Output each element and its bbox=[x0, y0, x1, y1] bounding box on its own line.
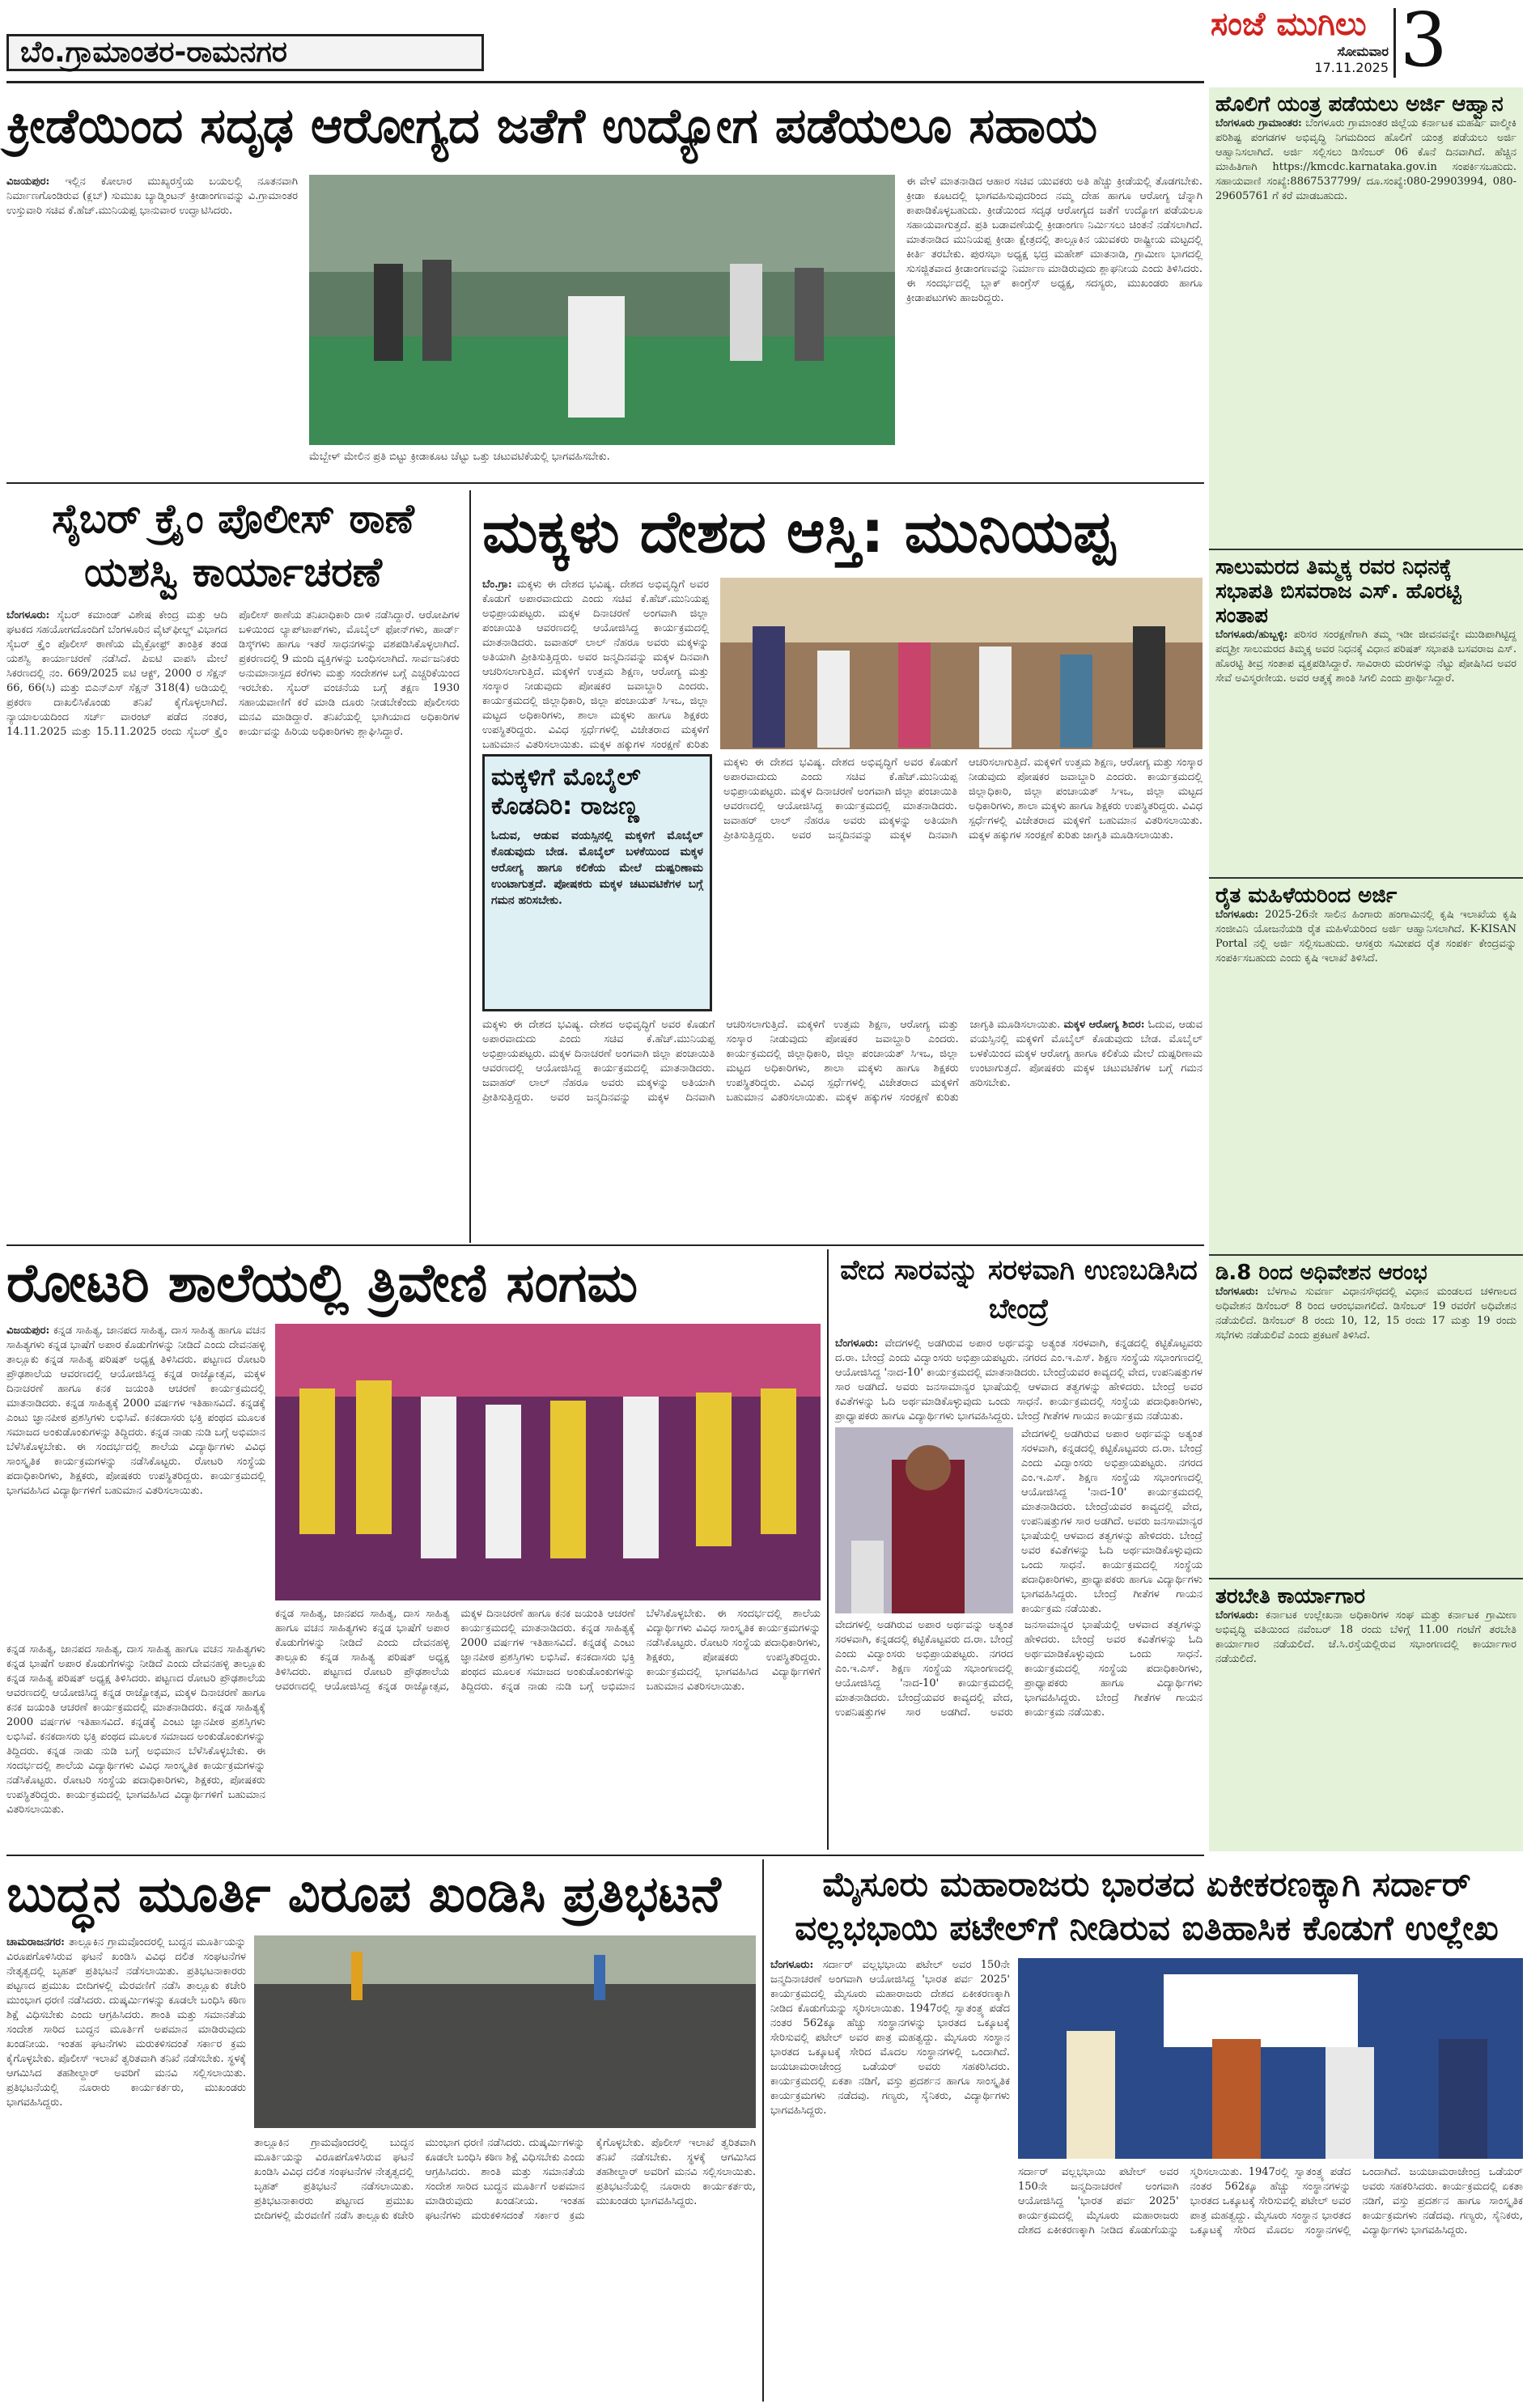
story4-headline: ರೋಟರಿ ಶಾಲೆಯಲ್ಲಿ ತ್ರಿವೇಣಿ ಸಂಗಮ bbox=[6, 1252, 638, 1314]
story5-body-bottom bbox=[835, 1618, 1203, 1850]
badminton-court-image bbox=[309, 175, 895, 445]
story4-photo bbox=[275, 1324, 821, 1600]
story1-caption: ಮೆಬ್ಬೇಳ್ ಮೇಲಿನ ಪ್ರತಿ ಬಿಟ್ಟು ಕ್ರೀಡಾಕೂಟ ಚೆಟ್ಟು ಒತ್ತು ಚಟುವಟಿಕೆಯಲ್ಲಿ ಭಾಗವಹಿಸಬೇಕು. bbox=[309, 451, 610, 463]
story5-text-cont: ವೇದಗಳಲ್ಲಿ ಅಡಗಿರುವ ಅಪಾರ ಅರ್ಥವನ್ನು ಅತ್ಯಂತ ಸರಳವಾಗಿ, ಕನ್ನಡದಲ್ಲಿ ಕಟ್ಟಿಕೊಟ್ಟವರು ದ.ರಾ. ಬೇಂದ್ರೆ ಎಂದು ವಿದ್ವಾಂಸರು ಅಭಿಪ್ರಾಯಪಟ್ಟರು. ನಗರದ ಎಂ.ಇ.ಎಸ್. ಶಿಕ್ಷಣ ಸಂಸ್ಥೆಯ ಸಭಾಂಗಣದಲ್ಲಿ ಆಯೋಜಿಸಿದ್ದ 'ನಾದ-10' ಕಾರ್ಯಕ್ರಮದಲ್ಲಿ ಮಾತನಾಡಿದರು. ಬೇಂದ್ರೆಯವರ ಕಾವ್ಯದಲ್ಲಿ ವೇದ, ಉಪನಿಷತ್ತುಗಳ ಸಾರ ಅಡಗಿದೆ. ಅವರು ಜನಸಾಮಾನ್ಯರ ಭಾಷೆಯಲ್ಲಿ ಆಳವಾದ ತತ್ವಗಳನ್ನು ಹೇಳಿದರು. ಬೇಂದ್ರೆ ಅವರ ಕವಿತೆಗಳನ್ನು ಓದಿ ಅರ್ಥಮಾಡಿಕೊಳ್ಳುವುದು ಒಂದು ಸಾಧನೆ. ಕಾರ್ಯಕ್ರಮದಲ್ಲಿ ಸಂಸ್ಥೆಯ ಪದಾಧಿಕಾರಿಗಳು, ಪ್ರಾಧ್ಯಾಪಕರು ಹಾಗೂ ವಿದ್ಯಾರ್ಥಿಗಳು ಭಾಗವಹಿಸಿದ್ದರು. ಬೇಂದ್ರೆ ಗೀತೆಗಳ ಗಾಯನ ಕಾರ್ಯಕ್ರಮ ನಡೆಯಿತು. bbox=[1021, 1428, 1203, 1615]
story4-dateline: ವಿಜಯಪುರ: bbox=[6, 1325, 50, 1337]
sidebar-item-2-dateline: ಬೆಂಗಳೂರು/ಹುಬ್ಬಳ್ಳಿ: bbox=[1215, 629, 1288, 641]
sidebar-item-5-text: ಕರ್ನಾಟಕ ಉಲ್ಲೇಖನಾ ಅಧಿಕಾರಿಗಳ ಸಂಘ ಮತ್ತು ಕರ್ನಾಟಕ ಗ್ರಾಮೀಣ ಅಭಿವೃದ್ಧಿ ವತಿಯಿಂದ ನವೆಂಬರ್ 18 ರಂದು ಬೆಳಿಗ್ಗೆ 11.00 ಗಂಟೆಗೆ ತರಬೇತಿ ಕಾರ್ಯಾಗಾರ ನಡೆಯಲಿದೆ. ಜೆ.ಸಿ.ರಸ್ತೆಯಲ್ಲಿರುವ ಸಭಾಂಗಣದಲ್ಲಿ ಕಾರ್ಯಾಗಾರ ನಡೆಯಲಿದೆ. bbox=[1215, 1609, 1516, 1665]
story3-text-cont3: ಓದುವ, ಆಡುವ ವಯಸ್ಸಿನಲ್ಲಿ ಮಕ್ಕಳಿಗೆ ಮೊಬೈಲ್ ಕೊಡುವುದು ಬೇಡ. ಮೊಬೈಲ್ ಬಳಕೆಯಿಂದ ಮಕ್ಕಳ ಆರೋಗ್ಯ ಹಾಗೂ ಕಲಿಕೆಯ ಮೇಲೆ ದುಷ್ಪರಿಣಾಮ ಉಂಟಾಗುತ್ತದೆ. ಪೋಷಕರು ಮಕ್ಕಳ ಚಟುವಟಿಕೆಗಳ ಬಗ್ಗೆ ಗಮನ ಹರಿಸಬೇಕು. bbox=[969, 1019, 1203, 1089]
sidebar-item-3 bbox=[1209, 879, 1523, 1256]
story1-dateline: ವಿಜಯಪುರ: bbox=[6, 176, 50, 188]
section-label: ಬೆಂ.ಗ್ರಾಮಾಂತರ-ರಾಮನಗರ bbox=[20, 36, 287, 69]
story5-photo bbox=[835, 1427, 1013, 1613]
sidebar-item-2-headline: ಸಾಲುಮರದ ತಿಮ್ಮಕ್ಕ ರವರ ನಿಧನಕ್ಕೆ ಸಭಾಪತಿ ಬಿಸವರಾಜ ಎಸ್. ಹೊರಟ್ಟಿ ಸಂತಾಪ bbox=[1215, 555, 1461, 628]
sidebar-item-5-headline: ತರಬೇತಿ ಕಾರ್ಯಾಗಾರ bbox=[1215, 1584, 1366, 1609]
bharat-parv-event-image bbox=[1018, 1958, 1523, 2159]
newspaper-logo: ಸಂಜೆ ಮುಗಿಲು bbox=[1211, 6, 1367, 43]
story5-bottom-rule bbox=[6, 1855, 1204, 1856]
story3-bottom-rule bbox=[6, 1244, 1204, 1246]
story6-dateline: ಚಾಮರಾಜನಗರ: bbox=[6, 1936, 65, 1948]
story6-body bbox=[254, 2136, 756, 2402]
story3-dateline: ಬೆಂ.ಗ್ರಾ: bbox=[482, 579, 512, 591]
story6-photo bbox=[254, 1935, 756, 2128]
sidebar-item-4-text: ಬೆಳಗಾವಿ ಸುವರ್ಣ ವಿಧಾನಸೌಧದಲ್ಲಿ ವಿಧಾನ ಮಂಡಲದ ಚಳಿಗಾಲದ ಅಧಿವೇಶನ ಡಿಸೆಂಬರ್ 8 ರಿಂದ ಆರಂಭವಾಗಲಿದೆ. ಡಿಸೆಂಬರ್ 19 ರವರೆಗೆ ಅಧಿವೇಶನ ನಡೆಯಲಿದೆ. ಡಿಸೆಂಬರ್ 8 ರಂದು 10, 12, 15 ರಂದು 17 ಮತ್ತು 19 ರಂದು ಸಭೆಗಳು ನಡೆಯಲಿವೆ ಎಂದು ಪ್ರಕಟಣೆ ತಿಳಿಸಿದೆ. bbox=[1215, 1286, 1516, 1342]
story3-photo bbox=[720, 578, 1203, 749]
story4-divider bbox=[827, 1249, 829, 1850]
story7-headline: ಮೈಸೂರು ಮಹಾರಾಜರು ಭಾರತದ ಏಕೀಕರಣಕ್ಕಾಗಿ ಸರ್ದಾರ್ ವಲ್ಲಭಭಾಯಿ ಪಟೇಲ್‌ಗೆ ನೀಡಿರುವ ಐತಿಹಾಸಿಕ ಕೊಡುಗೆ ಉಲ್ಲೇಖ bbox=[795, 1864, 1499, 1948]
story4-body bbox=[275, 1607, 821, 1850]
story3-sidebox bbox=[482, 754, 712, 1011]
story5-text: ವೇದಗಳಲ್ಲಿ ಅಡಗಿರುವ ಅಪಾರ ಅರ್ಥವನ್ನು ಅತ್ಯಂತ ಸರಳವಾಗಿ, ಕನ್ನಡದಲ್ಲಿ ಕಟ್ಟಿಕೊಟ್ಟವರು ದ.ರಾ. ಬೇಂದ್ರೆ ಎಂದು ವಿದ್ವಾಂಸರು ಅಭಿಪ್ರಾಯಪಟ್ಟರು. ನಗರದ ಎಂ.ಇ.ಎಸ್. ಶಿಕ್ಷಣ ಸಂಸ್ಥೆಯ ಸಭಾಂಗಣದಲ್ಲಿ ಆಯೋಜಿಸಿದ್ದ 'ನಾದ-10' ಕಾರ್ಯಕ್ರಮದಲ್ಲಿ ಮಾತನಾಡಿದರು. ಬೇಂದ್ರೆಯವರ ಕಾವ್ಯದಲ್ಲಿ ವೇದ, ಉಪನಿಷತ್ತುಗಳ ಸಾರ ಅಡಗಿದೆ. ಅವರು ಜನಸಾಮಾನ್ಯರ ಭಾಷೆಯಲ್ಲಿ ಆಳವಾದ ತತ್ವಗಳನ್ನು ಹೇಳಿದರು. ಬೇಂದ್ರೆ ಅವರ ಕವಿತೆಗಳನ್ನು ಓದಿ ಅರ್ಥಮಾಡಿಕೊಳ್ಳುವುದು ಒಂದು ಸಾಧನೆ. ಕಾರ್ಯಕ್ರಮದಲ್ಲಿ ಸಂಸ್ಥೆಯ ಪದಾಧಿಕಾರಿಗಳು, ಪ್ರಾಧ್ಯಾಪಕರು ಹಾಗೂ ವಿದ್ಯಾರ್ಥಿಗಳು ಭಾಗವಹಿಸಿದ್ದರು. ಬೇಂದ್ರೆ ಗೀತೆಗಳ ಗಾಯನ ಕಾರ್ಯಕ್ರಮ ನಡೆಯಿತು. bbox=[835, 1338, 1203, 1422]
story1-col1 bbox=[6, 175, 298, 476]
story4-text-cont2: ಕನ್ನಡ ಸಾಹಿತ್ಯ, ಜಾನಪದ ಸಾಹಿತ್ಯ, ದಾಸ ಸಾಹಿತ್ಯ ಹಾಗೂ ವಚನ ಸಾಹಿತ್ಯಗಳು ಕನ್ನಡ ಭಾಷೆಗೆ ಅಪಾರ ಕೊಡುಗೆಗಳನ್ನು ನೀಡಿದೆ ಎಂದು ದೇವನಹಳ್ಳಿ ತಾಲ್ಲೂಕು ಕನ್ನಡ ಸಾಹಿತ್ಯ ಪರಿಷತ್ ಅಧ್ಯಕ್ಷ ತಿಳಿಸಿದರು. ಪಟ್ಟಣದ ರೋಟರಿ ಪ್ರೌಢಶಾಲೆಯ ಆವರಣದಲ್ಲಿ ಆಯೋಜಿಸಿದ್ದ ಕನ್ನಡ ರಾಜ್ಯೋತ್ಸವ, ಮಕ್ಕಳ ದಿನಾಚರಣೆ ಹಾಗೂ ಕನಕ ಜಯಂತಿ ಆಚರಣೆ ಕಾರ್ಯಕ್ರಮದಲ್ಲಿ ಮಾತನಾಡಿದರು. ಕನ್ನಡ ಸಾಹಿತ್ಯಕ್ಕೆ 2000 ವರ್ಷಗಳ ಇತಿಹಾಸವಿದೆ. ಕನ್ನಡಕ್ಕೆ ಎಂಟು ಜ್ಞಾನಪೀಠ ಪ್ರಶಸ್ತಿಗಳು ಲಭಿಸಿವೆ. ಕನಕದಾಸರು ಭಕ್ತಿ ಪಂಥದ ಮೂಲಕ ಸಮಾಜದ ಅಂಕುಡೊಂಕುಗಳನ್ನು ತಿದ್ದಿದರು. ಕನ್ನಡ ನಾಡು ನುಡಿ ಬಗ್ಗೆ ಅಭಿಮಾನ ಬೆಳೆಸಿಕೊಳ್ಳಬೇಕು. ಈ ಸಂದರ್ಭದಲ್ಲಿ ಶಾಲೆಯ ವಿದ್ಯಾರ್ಥಿಗಳು ವಿವಿಧ ಸಾಂಸ್ಕೃತಿಕ ಕಾರ್ಯಕ್ರಮಗಳನ್ನು ನಡೆಸಿಕೊಟ್ಟರು. ರೋಟರಿ ಸಂಸ್ಥೆಯ ಪದಾಧಿಕಾರಿಗಳು, ಶಿಕ್ಷಕರು, ಪೋಷಕರು ಉಪಸ್ಥಿತರಿದ್ದರು. ಕಾರ್ಯಕ್ರಮದಲ್ಲಿ ಭಾಗವಹಿಸಿದ ವಿದ್ಯಾರ್ಥಿಗಳಿಗೆ ಬಹುಮಾನ ವಿತರಿಸಲಾಯಿತು. bbox=[6, 1643, 265, 1816]
issue-day: ಸೋಮವಾರ bbox=[1337, 44, 1389, 59]
sidebar-item-3-headline: ರೈತ ಮಹಿಳೆಯರಿಂದ ಅರ್ಜಿ bbox=[1215, 884, 1398, 908]
sidebar-item-5-dateline: ಬೆಂಗಳೂರು: bbox=[1215, 1609, 1259, 1622]
story2-text: ಸೈಬರ್ ಕಮಾಂಡ್ ವಿಶೇಷ ಕೇಂದ್ರ ಮತ್ತು ಆದಿ ಘಟಕದ ಸಹಯೋಗದೊಂದಿಗೆ ಬೆಂಗಳೂರಿನ ವೈಟ್‌ಫೀಲ್ಡ್ ವಿಭಾಗದ ಸೈಬರ್ ಕ್ರೈಂ ಪೊಲೀಸ್ ಠಾಣೆಯ ಮೈಕ್ರೋಫ್ರ್ ತಾಂತ್ರಿಕ ತಂಡ ಯಶಸ್ವಿ ಕಾರ್ಯಾಚರಣೆ ನಡೆಸಿದೆ. ಪಿಐಟಿ ವಾಪಸಿ ಮೇಲೆ ಸಿಕರಣದಲ್ಲಿ ನಂ. 669/2025 ಐಟಿ ಆಕ್ಟ್, 2000 ರ ಸೆಕ್ಷನ್ 66, 66(ಸಿ) ಮತ್ತು ಬಿಎನ್‌ಎಸ್ ಸೆಕ್ಷನ್ 318(4) ಅಡಿಯಲ್ಲಿ ಪ್ರಕರಣ ದಾಖಲಿಸಿಕೊಂಡು ತನಿಖೆ ಕೈಗೊಳ್ಳಲಾಗಿದೆ. ನ್ಯಾಯಾಲಯದಿಂದ ಸರ್ಚ್ ವಾರಂಟ್ ಪಡೆದ ನಂತರ, 14.11.2025 ಮತ್ತು 15.11.2025 ರಂದು ಸೈಬರ್ ಕ್ರೈಂ ಪೊಲೀಸ್ ಠಾಣೆಯ ತನಿಖಾಧಿಕಾರಿ ದಾಳಿ ನಡೆಸಿದ್ದಾರೆ. ಆರೋಪಿಗಳ ಬಳಿಯಿಂದ ಲ್ಯಾಪ್‌ಟಾಪ್‌ಗಳು, ಮೊಬೈಲ್ ಫೋನ್‌ಗಳು, ಹಾರ್ಡ್ ಡಿಸ್ಕ್‌ಗಳು ಹಾಗೂ ಇತರೆ ಸಾಧನಗಳನ್ನು ವಶಪಡಿಸಿಕೊಳ್ಳಲಾಗಿದೆ. ಪ್ರಕರಣದಲ್ಲಿ 9 ಮಂದಿ ವ್ಯಕ್ತಿಗಳನ್ನು ಬಂಧಿಸಲಾಗಿದೆ. ಸಾರ್ವಜನಿಕರು ಅನುಮಾನಾಸ್ಪದ ಕರೆಗಳು ಮತ್ತು ಸಂದೇಶಗಳ ಬಗ್ಗೆ ಎಚ್ಚರಿಕೆಯಿಂದ ಇರಬೇಕು. ಸೈಬರ್ ವಂಚನೆಯ ಬಗ್ಗೆ ತಕ್ಷಣ 1930 ಸಹಾಯವಾಣಿಗೆ ಕರೆ ಮಾಡಿ ದೂರು ನೀಡಬೇಕೆಂದು ಪೊಲೀಸರು ಮನವಿ ಮಾಡಿದ್ದಾರೆ. ತನಿಖೆಯಲ್ಲಿ ಭಾಗಿಯಾದ ಅಧಿಕಾರಿಗಳ ಕಾರ್ಯವನ್ನು ಹಿರಿಯ ಅಧಿಕಾರಿಗಳು ಶ್ಲಾಘಿಸಿದ್ದಾರೆ. bbox=[6, 609, 460, 738]
story3-text-cont2: ಮಕ್ಕಳು ಈ ದೇಶದ ಭವಿಷ್ಯ. ದೇಶದ ಅಭಿವೃದ್ಧಿಗೆ ಅವರ ಕೊಡುಗೆ ಅಪಾರವಾದುದು ಎಂದು ಸಚಿವ ಕೆ.ಹೆಚ್.ಮುನಿಯಪ್ಪ ಅಭಿಪ್ರಾಯಪಟ್ಟರು. ಮಕ್ಕಳ ದಿನಾಚರಣೆ ಅಂಗವಾಗಿ ಜಿಲ್ಲಾ ಪಂಚಾಯಿತಿ ಆವರಣದಲ್ಲಿ ಆಯೋಜಿಸಿದ್ದ ಕಾರ್ಯಕ್ರಮದಲ್ಲಿ ಮಾತನಾಡಿದರು. ಜವಾಹರ್ ಲಾಲ್ ನೆಹರೂ ಅವರು ಮಕ್ಕಳನ್ನು ಅತಿಯಾಗಿ ಪ್ರೀತಿಸುತ್ತಿದ್ದರು. ಅವರ ಜನ್ಮದಿನವನ್ನು ಮಕ್ಕಳ ದಿನವಾಗಿ ಆಚರಿಸಲಾಗುತ್ತಿದೆ. ಮಕ್ಕಳಿಗೆ ಉತ್ತಮ ಶಿಕ್ಷಣ, ಆರೋಗ್ಯ ಮತ್ತು ಸಂಸ್ಕಾರ ನೀಡುವುದು ಪೋಷಕರ ಜವಾಬ್ದಾರಿ ಎಂದರು. ಕಾರ್ಯಕ್ರಮದಲ್ಲಿ ಜಿಲ್ಲಾಧಿಕಾರಿ, ಜಿಲ್ಲಾ ಪಂಚಾಯತ್ ಸಿಇಒ, ಜಿಲ್ಲಾ ಮಟ್ಟದ ಅಧಿಕಾರಿಗಳು, ಶಾಲಾ ಮಕ್ಕಳು ಹಾಗೂ ಶಿಕ್ಷಕರು ಉಪಸ್ಥಿತರಿದ್ದರು. ವಿವಿಧ ಸ್ಪರ್ಧೆಗಳಲ್ಲಿ ವಿಜೇತರಾದ ಮಕ್ಕಳಿಗೆ ಬಹುಮಾನ ವಿತರಿಸಲಾಯಿತು. ಮಕ್ಕಳ ಹಕ್ಕುಗಳ ಸಂರಕ್ಷಣೆ ಕುರಿತು ಜಾಗೃತಿ ಮೂಡಿಸಲಾಯಿತು. bbox=[482, 1019, 1061, 1104]
issue-date: 17.11.2025 bbox=[1314, 60, 1389, 75]
sidebar-item-1 bbox=[1209, 87, 1523, 550]
sidebar-item-4-dateline: ಬೆಂಗಳೂರು: bbox=[1215, 1286, 1259, 1298]
story7-dateline: ಬೆಂಗಳೂರು: bbox=[770, 1959, 814, 1971]
story5-text-cont2: ವೇದಗಳಲ್ಲಿ ಅಡಗಿರುವ ಅಪಾರ ಅರ್ಥವನ್ನು ಅತ್ಯಂತ ಸರಳವಾಗಿ, ಕನ್ನಡದಲ್ಲಿ ಕಟ್ಟಿಕೊಟ್ಟವರು ದ.ರಾ. ಬೇಂದ್ರೆ ಎಂದು ವಿದ್ವಾಂಸರು ಅಭಿಪ್ರಾಯಪಟ್ಟರು. ನಗರದ ಎಂ.ಇ.ಎಸ್. ಶಿಕ್ಷಣ ಸಂಸ್ಥೆಯ ಸಭಾಂಗಣದಲ್ಲಿ ಆಯೋಜಿಸಿದ್ದ 'ನಾದ-10' ಕಾರ್ಯಕ್ರಮದಲ್ಲಿ ಮಾತನಾಡಿದರು. ಬೇಂದ್ರೆಯವರ ಕಾವ್ಯದಲ್ಲಿ ವೇದ, ಉಪನಿಷತ್ತುಗಳ ಸಾರ ಅಡಗಿದೆ. ಅವರು ಜನಸಾಮಾನ್ಯರ ಭಾಷೆಯಲ್ಲಿ ಆಳವಾದ ತತ್ವಗಳನ್ನು ಹೇಳಿದರು. ಬೇಂದ್ರೆ ಅವರ ಕವಿತೆಗಳನ್ನು ಓದಿ ಅರ್ಥಮಾಡಿಕೊಳ್ಳುವುದು ಒಂದು ಸಾಧನೆ. ಕಾರ್ಯಕ್ರಮದಲ್ಲಿ ಸಂಸ್ಥೆಯ ಪದಾಧಿಕಾರಿಗಳು, ಪ್ರಾಧ್ಯಾಪಕರು ಹಾಗೂ ವಿದ್ಯಾರ್ಥಿಗಳು ಭಾಗವಹಿಸಿದ್ದರು. ಬೇಂದ್ರೆ ಗೀತೆಗಳ ಗಾಯನ ಕಾರ್ಯಕ್ರಮ ನಡೆಯಿತು. bbox=[835, 1619, 1203, 1719]
story3-headline: ಮಕ್ಕಳು ದೇಶದ ಆಸ್ತಿ: ಮುನಿಯಪ್ಪ bbox=[482, 498, 1115, 566]
story2-headline: ಸೈಬರ್ ಕ್ರೈಂ ಪೊಲೀಸ್ ಠಾಣೆ ಯಶಸ್ವಿ ಕಾರ್ಯಾಚರಣೆ bbox=[52, 495, 414, 596]
story3-subhead: ಮಕ್ಕಳ ಆರೋಗ್ಯ ಶಿಬಿರ: bbox=[1063, 1019, 1145, 1031]
story5-top bbox=[835, 1337, 1203, 1421]
story7-text: ಸರ್ದಾರ್ ವಲ್ಲಭಭಾಯಿ ಪಟೇಲ್ ಅವರ 150ನೇ ಜನ್ಮದಿನಾಚರಣೆ ಅಂಗವಾಗಿ ಆಯೋಜಿಸಿದ್ದ 'ಭಾರತ ಪರ್ವ 2025' ಕಾರ್ಯಕ್ರಮದಲ್ಲಿ ಮೈಸೂರು ಮಹಾರಾಜರು ದೇಶದ ಏಕೀಕರಣಕ್ಕಾಗಿ ನೀಡಿದ ಕೊಡುಗೆಯನ್ನು ಸ್ಮರಿಸಲಾಯಿತು. 1947ರಲ್ಲಿ ಸ್ವಾತಂತ್ರ್ಯ ಪಡೆದ ನಂತರ 562ಕ್ಕೂ ಹೆಚ್ಚು ಸಂಸ್ಥಾನಗಳನ್ನು ಭಾರತದ ಒಕ್ಕೂಟಕ್ಕೆ ಸೇರಿಸುವಲ್ಲಿ ಪಟೇಲ್ ಅವರ ಪಾತ್ರ ಮಹತ್ವದ್ದು. ಮೈಸೂರು ಸಂಸ್ಥಾನ ಭಾರತದ ಒಕ್ಕೂಟಕ್ಕೆ ಸೇರಿದ ಮೊದಲ ಸಂಸ್ಥಾನಗಳಲ್ಲಿ ಒಂದಾಗಿದೆ. ಜಯಚಾಮರಾಜೇಂದ್ರ ಒಡೆಯರ್ ಅವರು ಸಹಕರಿಸಿದರು. ಕಾರ್ಯಕ್ರಮದಲ್ಲಿ ಏಕತಾ ನಡಿಗೆ, ವಸ್ತು ಪ್ರದರ್ಶನ ಹಾಗೂ ಸಾಂಸ್ಕೃತಿಕ ಕಾರ್ಯಕ್ರಮಗಳು ನಡೆದವು. ಗಣ್ಯರು, ಸೈನಿಕರು, ವಿದ್ಯಾರ್ಥಿಗಳು ಭಾಗವಹಿಸಿದ್ದರು. bbox=[770, 1959, 1010, 2117]
sidebar-item-2 bbox=[1209, 550, 1523, 879]
right-sidebar bbox=[1209, 87, 1523, 1851]
sidebar-item-2-text: ಪರಿಸರ ಸಂರಕ್ಷಣೆಗಾಗಿ ತಮ್ಮ ಇಡೀ ಜೀವನವನ್ನೇ ಮುಡಿಪಾಗಿಟ್ಟಿದ್ದ ಪದ್ಮಶ್ರೀ ಸಾಲುಮರದ ತಿಮ್ಮಕ್ಕ ಅವರ ನಿಧನಕ್ಕೆ ವಿಧಾನ ಪರಿಷತ್ ಸಭಾಪತಿ ಬಸವರಾಜ ಎಸ್. ಹೊರಟ್ಟಿ ತೀವ್ರ ಸಂತಾಪ ವ್ಯಕ್ತಪಡಿಸಿದ್ದಾರೆ. ಸಾವಿರಾರು ಮರಗಳನ್ನು ನೆಟ್ಟು ಪೋಷಿಸಿದ ಅವರ ಸೇವೆ ಅವಿಸ್ಮರಣೀಯ. ಅವರ ಆತ್ಮಕ್ಕೆ ಶಾಂತಿ ಸಿಗಲಿ ಎಂದು ಪ್ರಾರ್ಥಿಸಿದ್ದಾರೆ. bbox=[1215, 629, 1516, 685]
story3-box-text: ಓದುವ, ಆಡುವ ವಯಸ್ಸಿನಲ್ಲಿ ಮಕ್ಕಳಿಗೆ ಮೊಬೈಲ್ ಕೊಡುವುದು ಬೇಡ. ಮೊಬೈಲ್ ಬಳಕೆಯಿಂದ ಮಕ್ಕಳ ಆರೋಗ್ಯ ಹಾಗೂ ಕಲಿಕೆಯ ಮೇಲೆ ದುಷ್ಪರಿಣಾಮ ಉಂಟಾಗುತ್ತದೆ. ಪೋಷಕರು ಮಕ್ಕಳ ಚಟುವಟಿಕೆಗಳ ಬಗ್ಗೆ ಗಮನ ಹರಿಸಬೇಕು. bbox=[491, 829, 703, 907]
story2-body bbox=[6, 608, 460, 1238]
speaker-image bbox=[835, 1427, 1013, 1613]
story7-body bbox=[1018, 2165, 1523, 2402]
story3-text: ಮಕ್ಕಳು ಈ ದೇಶದ ಭವಿಷ್ಯ. ದೇಶದ ಅಭಿವೃದ್ಧಿಗೆ ಅವರ ಕೊಡುಗೆ ಅಪಾರವಾದುದು ಎಂದು ಸಚಿವ ಕೆ.ಹೆಚ್.ಮುನಿಯಪ್ಪ ಅಭಿಪ್ರಾಯಪಟ್ಟರು. ಮಕ್ಕಳ ದಿನಾಚರಣೆ ಅಂಗವಾಗಿ ಜಿಲ್ಲಾ ಪಂಚಾಯಿತಿ ಆವರಣದಲ್ಲಿ ಆಯೋಜಿಸಿದ್ದ ಕಾರ್ಯಕ್ರಮದಲ್ಲಿ ಮಾತನಾಡಿದರು. ಜವಾಹರ್ ಲಾಲ್ ನೆಹರೂ ಅವರು ಮಕ್ಕಳನ್ನು ಅತಿಯಾಗಿ ಪ್ರೀತಿಸುತ್ತಿದ್ದರು. ಅವರ ಜನ್ಮದಿನವನ್ನು ಮಕ್ಕಳ ದಿನವಾಗಿ ಆಚರಿಸಲಾಗುತ್ತಿದೆ. ಮಕ್ಕಳಿಗೆ ಉತ್ತಮ ಶಿಕ್ಷಣ, ಆರೋಗ್ಯ ಮತ್ತು ಸಂಸ್ಕಾರ ನೀಡುವುದು ಪೋಷಕರ ಜವಾಬ್ದಾರಿ ಎಂದರು. ಕಾರ್ಯಕ್ರಮದಲ್ಲಿ ಜಿಲ್ಲಾಧಿಕಾರಿ, ಜಿಲ್ಲಾ ಪಂಚಾಯತ್ ಸಿಇಒ, ಜಿಲ್ಲಾ ಮಟ್ಟದ ಅಧಿಕಾರಿಗಳು, ಶಾಲಾ ಮಕ್ಕಳು ಹಾಗೂ ಶಿಕ್ಷಕರು ಉಪಸ್ಥಿತರಿದ್ದರು. ವಿವಿಧ ಸ್ಪರ್ಧೆಗಳಲ್ಲಿ ವಿಜೇತರಾದ ಮಕ್ಕಳಿಗೆ ಬಹುಮಾನ ವಿತರಿಸಲಾಯಿತು. ಮಕ್ಕಳ ಹಕ್ಕುಗಳ ಸಂರಕ್ಷಣೆ ಕುರಿತು bbox=[482, 579, 709, 751]
story1-photo bbox=[309, 175, 895, 445]
story4-text-cont: ಕನ್ನಡ ಸಾಹಿತ್ಯ, ಜಾನಪದ ಸಾಹಿತ್ಯ, ದಾಸ ಸಾಹಿತ್ಯ ಹಾಗೂ ವಚನ ಸಾಹಿತ್ಯಗಳು ಕನ್ನಡ ಭಾಷೆಗೆ ಅಪಾರ ಕೊಡುಗೆಗಳನ್ನು ನೀಡಿದೆ ಎಂದು ದೇವನಹಳ್ಳಿ ತಾಲ್ಲೂಕು ಕನ್ನಡ ಸಾಹಿತ್ಯ ಪರಿಷತ್ ಅಧ್ಯಕ್ಷ ತಿಳಿಸಿದರು. ಪಟ್ಟಣದ ರೋಟರಿ ಪ್ರೌಢಶಾಲೆಯ ಆವರಣದಲ್ಲಿ ಆಯೋಜಿಸಿದ್ದ ಕನ್ನಡ ರಾಜ್ಯೋತ್ಸವ, ಮಕ್ಕಳ ದಿನಾಚರಣೆ ಹಾಗೂ ಕನಕ ಜಯಂತಿ ಆಚರಣೆ ಕಾರ್ಯಕ್ರಮದಲ್ಲಿ ಮಾತನಾಡಿದರು. ಕನ್ನಡ ಸಾಹಿತ್ಯಕ್ಕೆ 2000 ವರ್ಷಗಳ ಇತಿಹಾಸವಿದೆ. ಕನ್ನಡಕ್ಕೆ ಎಂಟು ಜ್ಞಾನಪೀಠ ಪ್ರಶಸ್ತಿಗಳು ಲಭಿಸಿವೆ. ಕನಕದಾಸರು ಭಕ್ತಿ ಪಂಥದ ಮೂಲಕ ಸಮಾಜದ ಅಂಕುಡೊಂಕುಗಳನ್ನು ತಿದ್ದಿದರು. ಕನ್ನಡ ನಾಡು ನುಡಿ ಬಗ್ಗೆ ಅಭಿಮಾನ ಬೆಳೆಸಿಕೊಳ್ಳಬೇಕು. ಈ ಸಂದರ್ಭದಲ್ಲಿ ಶಾಲೆಯ ವಿದ್ಯಾರ್ಥಿಗಳು ವಿವಿಧ ಸಾಂಸ್ಕೃತಿಕ ಕಾರ್ಯಕ್ರಮಗಳನ್ನು ನಡೆಸಿಕೊಟ್ಟರು. ರೋಟರಿ ಸಂಸ್ಥೆಯ ಪದಾಧಿಕಾರಿಗಳು, ಶಿಕ್ಷಕರು, ಪೋಷಕರು ಉಪಸ್ಥಿತರಿದ್ದರು. ಕಾರ್ಯಕ್ರಮದಲ್ಲಿ ಭಾಗವಹಿಸಿದ ವಿದ್ಯಾರ್ಥಿಗಳಿಗೆ ಬಹುಮಾನ ವಿತರಿಸಲಾಯಿತು. bbox=[275, 1608, 821, 1693]
sidebar-item-3-dateline: ಬೆಂಗಳೂರು: bbox=[1215, 909, 1259, 921]
story3-box-headline: ಮಕ್ಕಳಿಗೆ ಮೊಬೈಲ್ ಕೊಡದಿರಿ: ರಾಜಣ್ಣ bbox=[491, 763, 641, 820]
story7-col1 bbox=[770, 1958, 1010, 2402]
header-rule bbox=[6, 81, 1204, 83]
story2-divider bbox=[469, 490, 471, 1243]
masthead-bar bbox=[6, 6, 1204, 83]
sidebar-item-3-text: 2025-26ನೇ ಸಾಲಿನ ಹಿಂಗಾರು ಹಂಗಾಮಿನಲ್ಲಿ ಕೃಷಿ ಇಲಾಖೆಯ ಕೃಷಿ ಸಂಜೀವಿನಿ ಯೋಜನೆಯಡಿ ರೈತ ಮಹಿಳೆಯರಿಂದ ಅರ್ಜಿ ಆಹ್ವಾನಿಸಲಾಗಿದೆ. K-KISAN Portal ನಲ್ಲಿ ಅರ್ಜಿ ಸಲ್ಲಿಸಬಹುದು. ಆಸಕ್ತರು ಸಮೀಪದ ರೈತ ಸಂಪರ್ಕ ಕೇಂದ್ರವನ್ನು ಸಂಪರ್ಕಿಸಬಹುದು ಎಂದು ಕೃಷಿ ಇಲಾಖೆ ತಿಳಿಸಿದೆ. bbox=[1215, 909, 1516, 964]
story5-dateline: ಬೆಂಗಳೂರು: bbox=[835, 1338, 879, 1350]
protest-crowd-image bbox=[254, 1935, 756, 2128]
sidebar-item-5 bbox=[1209, 1579, 1523, 1911]
story5-col-right bbox=[1021, 1427, 1203, 1613]
children-group-image bbox=[720, 578, 1203, 749]
story2-dateline: ಬೆಂಗಳೂರು: bbox=[6, 609, 50, 621]
story3-text-cont: ಮಕ್ಕಳು ಈ ದೇಶದ ಭವಿಷ್ಯ. ದೇಶದ ಅಭಿವೃದ್ಧಿಗೆ ಅವರ ಕೊಡುಗೆ ಅಪಾರವಾದುದು ಎಂದು ಸಚಿವ ಕೆ.ಹೆಚ್.ಮುನಿಯಪ್ಪ ಅಭಿಪ್ರಾಯಪಟ್ಟರು. ಮಕ್ಕಳ ದಿನಾಚರಣೆ ಅಂಗವಾಗಿ ಜಿಲ್ಲಾ ಪಂಚಾಯಿತಿ ಆವರಣದಲ್ಲಿ ಆಯೋಜಿಸಿದ್ದ ಕಾರ್ಯಕ್ರಮದಲ್ಲಿ ಮಾತನಾಡಿದರು. ಜವಾಹರ್ ಲಾಲ್ ನೆಹರೂ ಅವರು ಮಕ್ಕಳನ್ನು ಅತಿಯಾಗಿ ಪ್ರೀತಿಸುತ್ತಿದ್ದರು. ಅವರ ಜನ್ಮದಿನವನ್ನು ಮಕ್ಕಳ ದಿನವಾಗಿ ಆಚರಿಸಲಾಗುತ್ತಿದೆ. ಮಕ್ಕಳಿಗೆ ಉತ್ತಮ ಶಿಕ್ಷಣ, ಆರೋಗ್ಯ ಮತ್ತು ಸಂಸ್ಕಾರ ನೀಡುವುದು ಪೋಷಕರ ಜವಾಬ್ದಾರಿ ಎಂದರು. ಕಾರ್ಯಕ್ರಮದಲ್ಲಿ ಜಿಲ್ಲಾಧಿಕಾರಿ, ಜಿಲ್ಲಾ ಪಂಚಾಯತ್ ಸಿಇಒ, ಜಿಲ್ಲಾ ಮಟ್ಟದ ಅಧಿಕಾರಿಗಳು, ಶಾಲಾ ಮಕ್ಕಳು ಹಾಗೂ ಶಿಕ್ಷಕರು ಉಪಸ್ಥಿತರಿದ್ದರು. ವಿವಿಧ ಸ್ಪರ್ಧೆಗಳಲ್ಲಿ ವಿಜೇತರಾದ ಮಕ್ಕಳಿಗೆ ಬಹುಮಾನ ವಿತರಿಸಲಾಯಿತು. ಮಕ್ಕಳ ಹಕ್ಕುಗಳ ಸಂರಕ್ಷಣೆ ಕುರಿತು ಜಾಗೃತಿ ಮೂಡಿಸಲಾಯಿತು. bbox=[723, 757, 1203, 842]
logo-block bbox=[1211, 5, 1389, 83]
story3-col1 bbox=[482, 578, 709, 749]
page-number: 3 bbox=[1400, 0, 1448, 83]
story1-headline: ಕ್ರೀಡೆಯಿಂದ ಸದೃಢ ಆರೋಗ್ಯದ ಜತೆಗೆ ಉದ್ಯೋಗ ಪಡೆಯಲೂ ಸಹಾಯ bbox=[6, 98, 1098, 155]
sidebar-item-4-headline: ಡಿ.8 ರಿಂದ ಅಧಿವೇಶನ ಆರಂಭ bbox=[1215, 1261, 1427, 1285]
story4-text: ಕನ್ನಡ ಸಾಹಿತ್ಯ, ಜಾನಪದ ಸಾಹಿತ್ಯ, ದಾಸ ಸಾಹಿತ್ಯ ಹಾಗೂ ವಚನ ಸಾಹಿತ್ಯಗಳು ಕನ್ನಡ ಭಾಷೆಗೆ ಅಪಾರ ಕೊಡುಗೆಗಳನ್ನು ನೀಡಿದೆ ಎಂದು ದೇವನಹಳ್ಳಿ ತಾಲ್ಲೂಕು ಕನ್ನಡ ಸಾಹಿತ್ಯ ಪರಿಷತ್ ಅಧ್ಯಕ್ಷ ತಿಳಿಸಿದರು. ಪಟ್ಟಣದ ರೋಟರಿ ಪ್ರೌಢಶಾಲೆಯ ಆವರಣದಲ್ಲಿ ಆಯೋಜಿಸಿದ್ದ ಕನ್ನಡ ರಾಜ್ಯೋತ್ಸವ, ಮಕ್ಕಳ ದಿನಾಚರಣೆ ಹಾಗೂ ಕನಕ ಜಯಂತಿ ಆಚರಣೆ ಕಾರ್ಯಕ್ರಮದಲ್ಲಿ ಮಾತನಾಡಿದರು. ಕನ್ನಡ ಸಾಹಿತ್ಯಕ್ಕೆ 2000 ವರ್ಷಗಳ ಇತಿಹಾಸವಿದೆ. ಕನ್ನಡಕ್ಕೆ ಎಂಟು ಜ್ಞಾನಪೀಠ ಪ್ರಶಸ್ತಿಗಳು ಲಭಿಸಿವೆ. ಕನಕದಾಸರು ಭಕ್ತಿ ಪಂಥದ ಮೂಲಕ ಸಮಾಜದ ಅಂಕುಡೊಂಕುಗಳನ್ನು ತಿದ್ದಿದರು. ಕನ್ನಡ ನಾಡು ನುಡಿ ಬಗ್ಗೆ ಅಭಿಮಾನ ಬೆಳೆಸಿಕೊಳ್ಳಬೇಕು. ಈ ಸಂದರ್ಭದಲ್ಲಿ ಶಾಲೆಯ ವಿದ್ಯಾರ್ಥಿಗಳು ವಿವಿಧ ಸಾಂಸ್ಕೃತಿಕ ಕಾರ್ಯಕ್ರಮಗಳನ್ನು ನಡೆಸಿಕೊಟ್ಟರು. ರೋಟರಿ ಸಂಸ್ಥೆಯ ಪದಾಧಿಕಾರಿಗಳು, ಶಿಕ್ಷಕರು, ಪೋಷಕರು ಉಪಸ್ಥಿತರಿದ್ದರು. ಕಾರ್ಯಕ್ರಮದಲ್ಲಿ ಭಾಗವಹಿಸಿದ ವಿದ್ಯಾರ್ಥಿಗಳಿಗೆ ಬಹುಮಾನ ವಿತರಿಸಲಾಯಿತು. bbox=[6, 1325, 265, 1497]
story6-text: ತಾಲ್ಲೂಕಿನ ಗ್ರಾಮವೊಂದರಲ್ಲಿ ಬುದ್ಧನ ಮೂರ್ತಿಯನ್ನು ವಿರೂಪಗೊಳಿಸಿರುವ ಘಟನೆ ಖಂಡಿಸಿ ವಿವಿಧ ದಲಿತ ಸಂಘಟನೆಗಳ ನೇತೃತ್ವದಲ್ಲಿ ಬೃಹತ್ ಪ್ರತಿಭಟನೆ ನಡೆಸಲಾಯಿತು. ಪ್ರತಿಭಟನಾಕಾರರು ಪಟ್ಟಣದ ಪ್ರಮುಖ ಬೀದಿಗಳಲ್ಲಿ ಮೆರವಣಿಗೆ ನಡೆಸಿ ತಾಲ್ಲೂಕು ಕಚೇರಿ ಮುಂಭಾಗ ಧರಣಿ ನಡೆಸಿದರು. ದುಷ್ಕರ್ಮಿಗಳನ್ನು ಕೂಡಲೇ ಬಂಧಿಸಿ ಕಠಿಣ ಶಿಕ್ಷೆ ವಿಧಿಸಬೇಕು ಎಂದು ಆಗ್ರಹಿಸಿದರು. ಶಾಂತಿ ಮತ್ತು ಸಮಾನತೆಯ ಸಂದೇಶ ಸಾರಿದ ಬುದ್ಧನ ಮೂರ್ತಿಗೆ ಅಪಮಾನ ಮಾಡಿರುವುದು ಖಂಡನೀಯ. ಇಂತಹ ಘಟನೆಗಳು ಮರುಕಳಿಸದಂತೆ ಸರ್ಕಾರ ಕ್ರಮ ಕೈಗೊಳ್ಳಬೇಕು. ಪೊಲೀಸ್ ಇಲಾಖೆ ತ್ವರಿತವಾಗಿ ತನಿಖೆ ನಡೆಸಬೇಕು. ಸ್ಥಳಕ್ಕೆ ಆಗಮಿಸಿದ ತಹಶೀಲ್ದಾರ್ ಅವರಿಗೆ ಮನವಿ ಸಲ್ಲಿಸಲಾಯಿತು. ಪ್ರತಿಭಟನೆಯಲ್ಲಿ ನೂರಾರು ಕಾರ್ಯಕರ್ತರು, ಮುಖಂಡರು ಭಾಗವಹಿಸಿದ್ದರು. bbox=[6, 1936, 246, 2109]
story3-body-bottom bbox=[482, 1018, 1203, 1238]
story1-bottom-rule bbox=[6, 482, 1204, 484]
story1-lead: ಇಲ್ಲಿನ ಕೋಲಾರ ಮುಖ್ಯರಸ್ತೆಯ ಬಯಲಲ್ಲಿ ನೂತನವಾಗಿ ನಿರ್ಮಾಣಗೊಂಡಿರುವ (ಕ್ಲಬ್) ಸುಮುಖ ಬ್ಯಾಡ್ಮಿಂಟನ್ ಕ್ರೀಡಾಂಗಣವನ್ನು ವಿ.ಗ್ರಾಮಾಂತರ ಉಸ್ತುವಾರಿ ಸಚಿವ ಕೆ.ಹೆಚ್.ಮುನಿಯಪ್ಪ ಭಾನುವಾರ ಉದ್ಘಾಟಿಸಿದರು. bbox=[6, 176, 298, 217]
story7-text-cont: ಸರ್ದಾರ್ ವಲ್ಲಭಭಾಯಿ ಪಟೇಲ್ ಅವರ 150ನೇ ಜನ್ಮದಿನಾಚರಣೆ ಅಂಗವಾಗಿ ಆಯೋಜಿಸಿದ್ದ 'ಭಾರತ ಪರ್ವ 2025' ಕಾರ್ಯಕ್ರಮದಲ್ಲಿ ಮೈಸೂರು ಮಹಾರಾಜರು ದೇಶದ ಏಕೀಕರಣಕ್ಕಾಗಿ ನೀಡಿದ ಕೊಡುಗೆಯನ್ನು ಸ್ಮರಿಸಲಾಯಿತು. 1947ರಲ್ಲಿ ಸ್ವಾತಂತ್ರ್ಯ ಪಡೆದ ನಂತರ 562ಕ್ಕೂ ಹೆಚ್ಚು ಸಂಸ್ಥಾನಗಳನ್ನು ಭಾರತದ ಒಕ್ಕೂಟಕ್ಕೆ ಸೇರಿಸುವಲ್ಲಿ ಪಟೇಲ್ ಅವರ ಪಾತ್ರ ಮಹತ್ವದ್ದು. ಮೈಸೂರು ಸಂಸ್ಥಾನ ಭಾರತದ ಒಕ್ಕೂಟಕ್ಕೆ ಸೇರಿದ ಮೊದಲ ಸಂಸ್ಥಾನಗಳಲ್ಲಿ ಒಂದಾಗಿದೆ. ಜಯಚಾಮರಾಜೇಂದ್ರ ಒಡೆಯರ್ ಅವರು ಸಹಕರಿಸಿದರು. ಕಾರ್ಯಕ್ರಮದಲ್ಲಿ ಏಕತಾ ನಡಿಗೆ, ವಸ್ತು ಪ್ರದರ್ಶನ ಹಾಗೂ ಸಾಂಸ್ಕೃತಿಕ ಕಾರ್ಯಕ್ರಮಗಳು ನಡೆದವು. ಗಣ್ಯರು, ಸೈನಿಕರು, ವಿದ್ಯಾರ್ಥಿಗಳು ಭಾಗವಹಿಸಿದ್ದರು. bbox=[1018, 2166, 1523, 2236]
story1-body: ಈ ವೇಳೆ ಮಾತನಾಡಿದ ಆಹಾರ ಸಚಿವ ಯುವಕರು ಅತಿ ಹೆಚ್ಚು ಕ್ರೀಡೆಯಲ್ಲಿ ತೊಡಗಬೇಕು. ಕ್ರೀಡಾ ಕೂಟದಲ್ಲಿ ಭಾಗವಹಿಸುವುದರಿಂದ ನಮ್ಮ ದೇಹ ಹಾಗೂ ಆರೋಗ್ಯ ಚೆನ್ನಾಗಿ ಕಾಪಾಡಿಕೊಳ್ಳಬಹುದು. ಕ್ರೀಡೆಯಿಂದ ಸದೃಢ ಆರೋಗ್ಯದ ಜತೆಗೆ ಉದ್ಯೋಗ ಪಡೆಯಲೂ ಸಹಾಯವಾಗುತ್ತದೆ. ಪ್ರತಿ ಬಡಾವಣೆಯಲ್ಲಿ ಕ್ರೀಡಾಂಗಣ ನಿರ್ಮಿಸಲು ಚಿಂತನೆ ನಡೆಸಲಾಗಿದೆ. ಮಾತನಾಡಿದ ಮುನಿಯಪ್ಪ ಕ್ರೀಡಾ ಕ್ಷೇತ್ರದಲ್ಲಿ ತಾಲ್ಲೂಕಿನ ಯುವಕರು ರಾಷ್ಟ್ರೀಯ ಮಟ್ಟದಲ್ಲಿ ಕೀರ್ತಿ ತರಬೇಕು. ಪುರಸಭಾ ಅಧ್ಯಕ್ಷ ಭದ್ರ ಮಹೇಶ್ ಮಾತನಾಡಿ, ಗ್ರಾಮೀಣ ಭಾಗದಲ್ಲಿ ಸುಸಜ್ಜಿತವಾದ ಕ್ರೀಡಾಂಗಣವನ್ನು ನಿರ್ಮಾಣ ಮಾಡಿರುವುದು ಶ್ಲಾಘನೀಯ ಎಂದು ತಿಳಿಸಿದರು. ಈ ಸಂದರ್ಭದಲ್ಲಿ ಬ್ಲಾಕ್ ಕಾಂಗ್ರೆಸ್ ಅಧ್ಯಕ್ಷ, ಸದಸ್ಯರು, ಮುಖಂಡರು ಹಾಗೂ ಕ್ರೀಡಾಪಟುಗಳು ಹಾಜರಿದ್ದರು. bbox=[906, 176, 1203, 304]
story4-col1 bbox=[6, 1324, 265, 1639]
sidebar-item-1-dateline: ಬೆಂಗಳೂರು ಗ್ರಾಮಾಂತರ: bbox=[1215, 117, 1302, 129]
story6-col1 bbox=[6, 1935, 246, 2402]
story3-body-right bbox=[723, 756, 1203, 1011]
page-number-divider bbox=[1393, 8, 1396, 78]
story7-photo bbox=[1018, 1958, 1523, 2159]
story6-text-cont: ತಾಲ್ಲೂಕಿನ ಗ್ರಾಮವೊಂದರಲ್ಲಿ ಬುದ್ಧನ ಮೂರ್ತಿಯನ್ನು ವಿರೂಪಗೊಳಿಸಿರುವ ಘಟನೆ ಖಂಡಿಸಿ ವಿವಿಧ ದಲಿತ ಸಂಘಟನೆಗಳ ನೇತೃತ್ವದಲ್ಲಿ ಬೃಹತ್ ಪ್ರತಿಭಟನೆ ನಡೆಸಲಾಯಿತು. ಪ್ರತಿಭಟನಾಕಾರರು ಪಟ್ಟಣದ ಪ್ರಮುಖ ಬೀದಿಗಳಲ್ಲಿ ಮೆರವಣಿಗೆ ನಡೆಸಿ ತಾಲ್ಲೂಕು ಕಚೇರಿ ಮುಂಭಾಗ ಧರಣಿ ನಡೆಸಿದರು. ದುಷ್ಕರ್ಮಿಗಳನ್ನು ಕೂಡಲೇ ಬಂಧಿಸಿ ಕಠಿಣ ಶಿಕ್ಷೆ ವಿಧಿಸಬೇಕು ಎಂದು ಆಗ್ರಹಿಸಿದರು. ಶಾಂತಿ ಮತ್ತು ಸಮಾನತೆಯ ಸಂದೇಶ ಸಾರಿದ ಬುದ್ಧನ ಮೂರ್ತಿಗೆ ಅಪಮಾನ ಮಾಡಿರುವುದು ಖಂಡನೀಯ. ಇಂತಹ ಘಟನೆಗಳು ಮರುಕಳಿಸದಂತೆ ಸರ್ಕಾರ ಕ್ರಮ ಕೈಗೊಳ್ಳಬೇಕು. ಪೊಲೀಸ್ ಇಲಾಖೆ ತ್ವರಿತವಾಗಿ ತನಿಖೆ ನಡೆಸಬೇಕು. ಸ್ಥಳಕ್ಕೆ ಆಗಮಿಸಿದ ತಹಶೀಲ್ದಾರ್ ಅವರಿಗೆ ಮನವಿ ಸಲ್ಲಿಸಲಾಯಿತು. ಪ್ರತಿಭಟನೆಯಲ್ಲಿ ನೂರಾರು ಕಾರ್ಯಕರ್ತರು, ಮುಖಂಡರು ಭಾಗವಹಿಸಿದ್ದರು. bbox=[254, 2137, 756, 2222]
sidebar-item-1-text: ಬೆಂಗಳೂರು ಗ್ರಾಮಾಂತರ ಜಿಲ್ಲೆಯ ಕರ್ನಾಟಕ ಮಹರ್ಷಿ ವಾಲ್ಮೀಕಿ ಪರಿಶಿಷ್ಟ ಪಂಗಡಗಳ ಅಭಿವೃದ್ಧಿ ನಿಗಮದಿಂದ ಹೊಲಿಗೆ ಯಂತ್ರ ಪಡೆಯಲು ಅರ್ಜಿ ಆಹ್ವಾನಿಸಲಾಗಿದೆ. ಅರ್ಜಿ ಸಲ್ಲಿಸಲು ಡಿಸೆಂಬರ್ 06 ಕೊನೆ ದಿನವಾಗಿದೆ. ಹೆಚ್ಚಿನ ಮಾಹಿತಿಗಾಗಿ https://kmcdc.karnataka.gov.in ಸಂಪರ್ಕಿಸಬಹುದು. ಸಹಾಯವಾಣಿ ಸಂಖ್ಯೆ:8867537799/ ದೂ.ಸಂಖ್ಯೆ:080-29903994, 080-29605761 ಗೆ ಕರೆ ಮಾಡಬಹುದು. bbox=[1215, 117, 1516, 202]
sidebar-item-4 bbox=[1209, 1256, 1523, 1579]
story6-divider bbox=[762, 1859, 764, 2402]
story6-headline: ಬುದ್ಧನ ಮೂರ್ತಿ ವಿರೂಪ ಖಂಡಿಸಿ ಪ್ರತಿಭಟನೆ bbox=[6, 1864, 721, 1923]
students-stage-image bbox=[275, 1324, 821, 1600]
story5-headline: ವೇದ ಸಾರವನ್ನು ಸರಳವಾಗಿ ಉಣಬಡಿಸಿದ ಬೇಂದ್ರೆ bbox=[840, 1254, 1198, 1325]
section-label-box bbox=[6, 34, 484, 71]
story4-col1b bbox=[6, 1643, 265, 1850]
sidebar-item-1-headline: ಹೊಲಿಗೆ ಯಂತ್ರ ಪಡೆಯಲು ಅರ್ಜಿ ಆಹ್ವಾನ bbox=[1215, 92, 1504, 117]
